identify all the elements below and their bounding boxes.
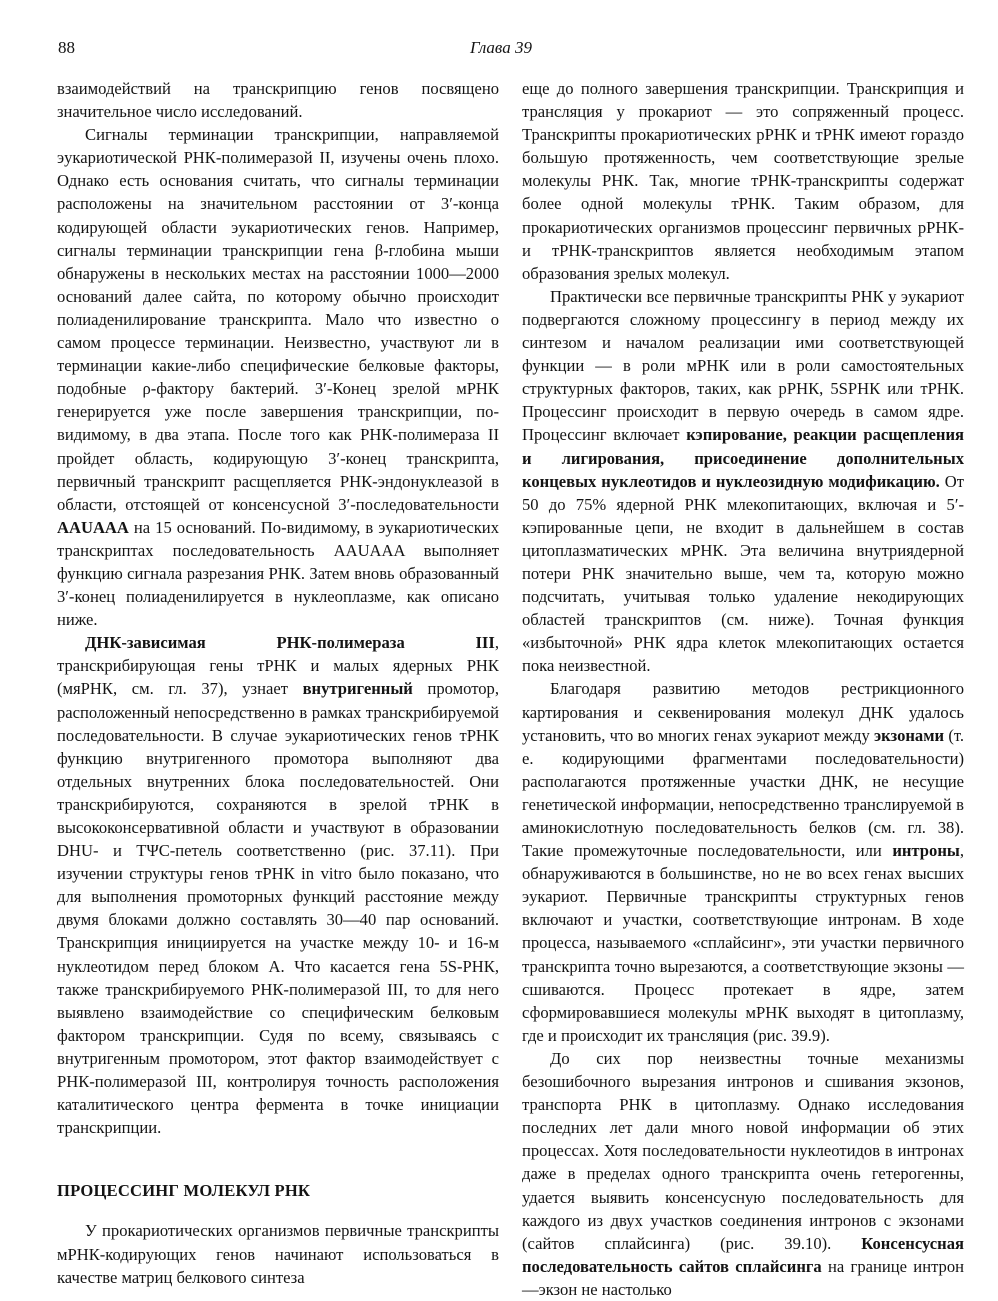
paragraph: Сигналы терминации транскрипции, направляемой эукариотической РНК-полимеразой II, изучены очень плохо. Однако есть основания считать, что сигналы терминации расположены на значительном расстоянии от 3′-конца кодирующей области эукариотических генов. Например, сигналы терминации транскрипции гена β-глобина мыши обнаружены в нескольких местах на расстоянии 1000—2000 оснований далее сайта, по которому обычно происходит полиаденилирование транскрипта. Мало что известно о самом процессе терминации. Неизвестно, участвуют ли в терминации какие-либо специфические белковые факторы, подобные ρ-фактору бактерий. 3′-Конец зрелой мРНК генерируется уже после завершения транскрипции, по-видимому, в два этапа. После того как РНК-полимераза II пройдет область, кодирующую 3′-конец транскрипта, первичный транскрипт расщепляется РНК-эндонуклеазой в области, отстоящей от консенсусной 3′-последовательности AAUAAA на 15 оснований. По-видимому, в эукариотических транскриптах последовательность AAUAAA выполняет функцию сигнала разрезания РНК. Затем вновь образованный 3′-конец полиаденилируется в нуклеоплазме, как описано ниже. [57,125,499,630]
paragraph: Практически все первичные транскрипты РНК у эукариот подвергаются сложному процессингу в период между их синтезом и началом реализации ими соответствующей функции — в роли мРНК или в роли самостоятельных структурных факторов, таких, как рРНК, 5SРНК или тРНК. Процессинг происходит в первую очередь в самом ядре. Процессинг включает кэпирование, реакции расщепления и лигирования, присоединение дополнительных концевых нуклеотидов и нуклеозидную модификацию. От 50 до 75% ядерной РНК млекопитающих, включая и 5′-кэпированные цепи, не входит в дальнейшем в состав цитоплазматических мРНК. Эта величина внутриядерной потери РНК значительно выше, чем та, которую можно подсчитать, учитывая только удаление некодирующих областей транскриптов (см. ниже). Точная функция «избыточной» РНК ядра клеток млекопитающих остается пока неизвестной. [522,286,964,676]
right-column [522,77,964,1301]
paragraph: До сих пор неизвестны точные механизмы безошибочного вырезания интронов и сшивания экзонов, транспорта РНК в цитоплазму. Однако исследования последних лет дали много новой информации об этих процессах. Хотя последовательности нуклеотидов в интронах даже в пределах одного транскрипта очень гетерогенны, удается выявить консенсусную последовательность для каждого из двух участков соединения интронов с экзонами (сайтов сплайсинга) (рис. 39.10). Консенсусная последовательность сайтов сплайсинга на границе интрон—экзон не настолько [522,1048,965,1299]
paragraph: еще до полного завершения транскрипции. Транскрипция и трансляция у прокариот — это сопряженный процесс. Транскрипты прокариотических рРНК и тРНК имеют гораздо большую протяженность, чем соответствующие зрелые молекулы РНК. Так, многие тРНК-транскрипты содержат более одной молекулы тРНК. Таким образом, для прокариотических организмов процессинг первичных рРНК- и тРНК-транскриптов является необходимым этапом образования зрелых молекул. [522,79,964,283]
left-column [57,77,499,1289]
paragraph: Благодаря развитию методов рестрикционного картирования и секвенирования молекул ДНК удалось установить, что во многих генах эукариот между экзонами (т. е. кодирующими фрагментами последовательности) располагаются протяженные участки ДНК, не несущие генетической информации, непосредственно транслируемой в аминокислотную последовательность белков (см. гл. 38). Такие промежуточные последовательности, или интроны, обнаруживаются в большинстве, но не во всех генах высших эукариот. Первичные транскрипты структурных генов включают и участки, соответствующие интронам. В ходе процесса, называемого «сплайсинг», эти участки первичного транскрипта точно вырезаются, а соответствующие экзоны — сшиваются. Процесс протекает в ядре, затем сформировавшиеся молекулы мРНК выходят в цитоплазму, где и происходит их трансляция (рис. 39.9). [522,679,965,1045]
paragraph: взаимодействий на транскрипцию генов посвящено значительное число исследований. [57,79,499,122]
paragraph: У прокариотических организмов первичные транскрипты мРНК-кодирующих генов начинают использоваться в качестве матриц белкового синтеза [57,1221,499,1287]
section-heading: ПРОЦЕССИНГ МОЛЕКУЛ РНК [57,1181,311,1201]
page-header [58,38,944,60]
running-head: Глава 39 [470,38,532,57]
paragraph: ДНК-зависимая РНК-полимераза III, транскрибирующая гены тРНК и малых ядерных РНК (мяРНК, см. гл. 37), узнает внутригенный промотор, расположенный непосредственно в рамках транскрибируемой последовательности. В случае эукариотических генов тРНК функцию внутригенного промотора выполняют два отдельных внутренних блока последовательностей. Они транскрибируются, сохраняются в зрелой тРНК в высококонсервативной области и участвуют в образовании DHU- и TΨC-петель соответственно (рис. 37.11). При изучении структуры генов тРНК in vitro было показано, что для выполнения промоторных функций расстояние между двумя блоками должно составлять 30—40 пар оснований. Транскрипция инициируется на участке между 10- и 16-м нуклеотидом перед блоком A. Что касается гена 5S-РНК, также транскрибируемого РНК-полимеразой III, то для него выявлено взаимодействие со специфическим белковым фактором транскрипции. Судя по всему, связываясь с внутригенным промотором, этот фактор взаимодействует с РНК-полимеразой III, контролируя точность расположения каталитического центра фермента в точке инициации транскрипции. [57,633,499,1138]
page-number: 88 [58,38,75,57]
